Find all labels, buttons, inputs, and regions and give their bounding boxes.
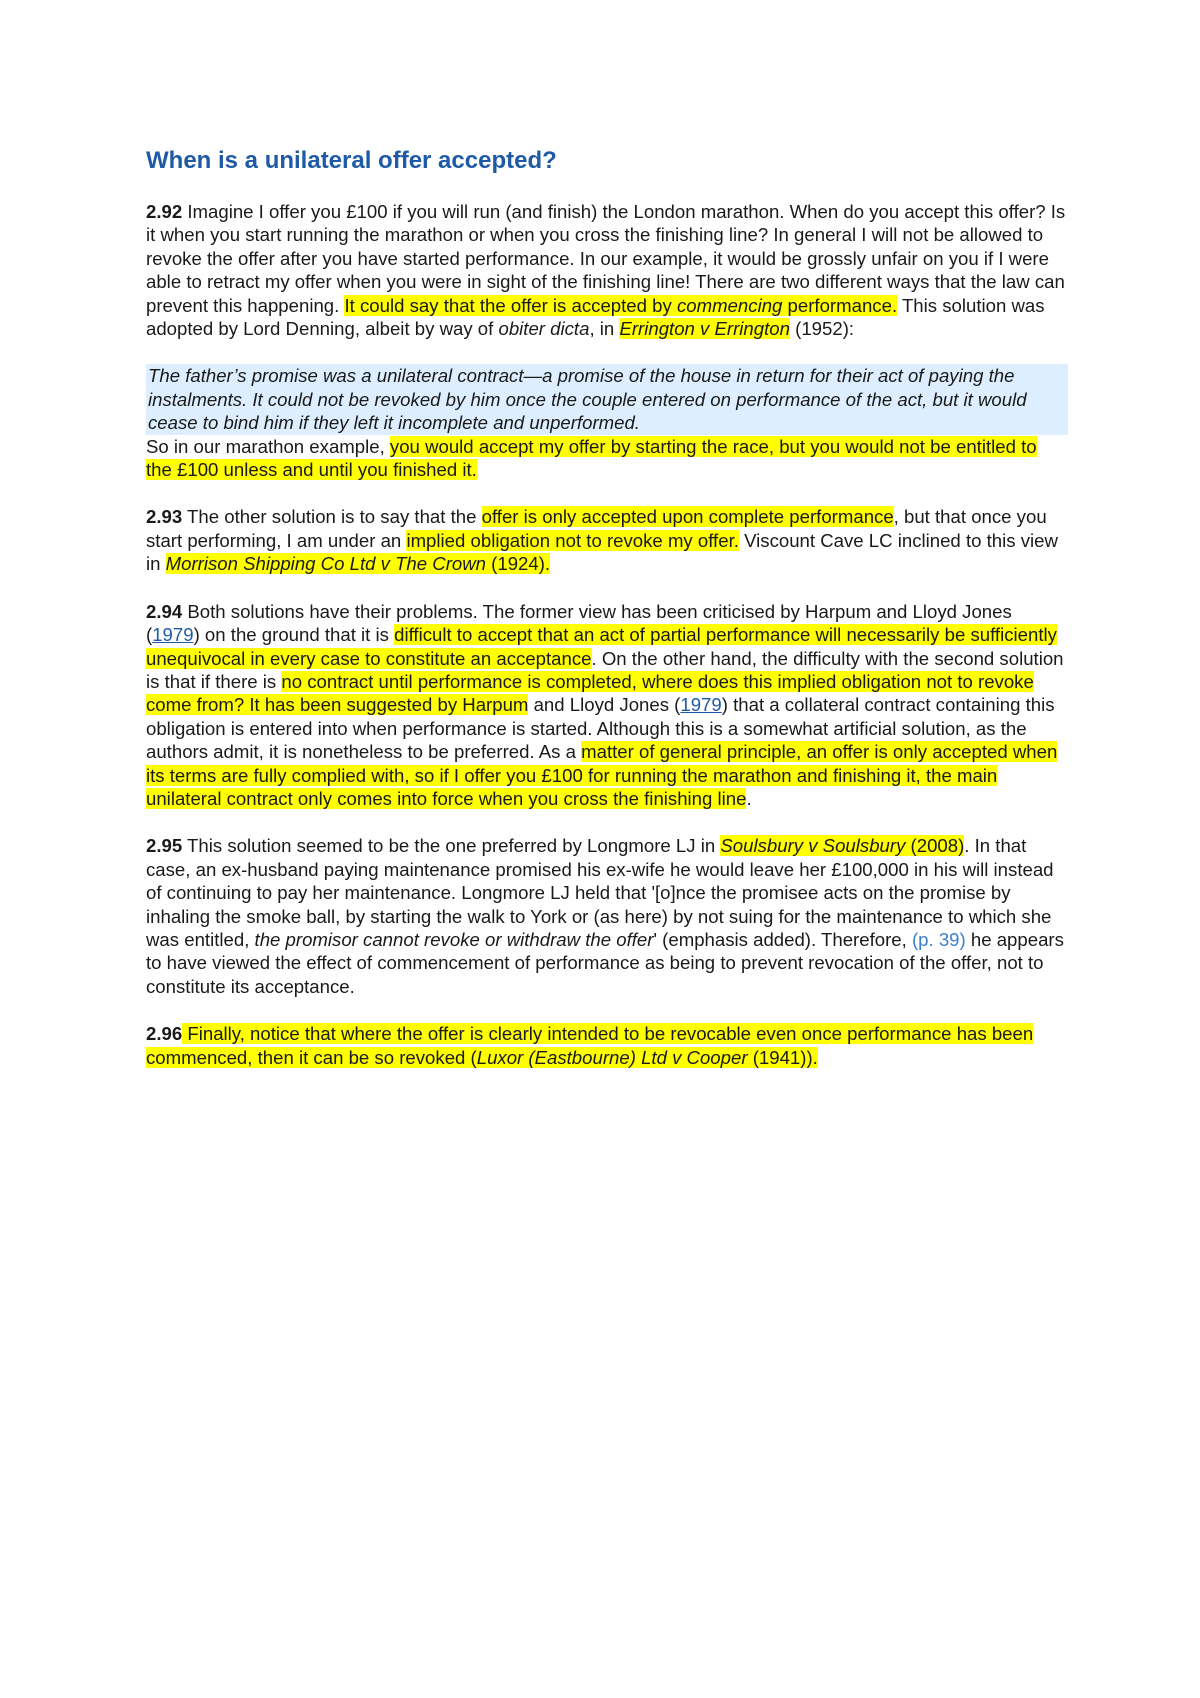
highlight: offer is only accepted upon complete performance [481,506,894,528]
case-name: Errington v Errington [619,318,790,340]
paragraph-number: 2.93 [146,506,183,528]
paragraph-2-93: 2.93 The other solution is to say that the offer is only accepted upon complete performance, but that once you start performing, I am under an implied obligation not to revoke my offer. Viscount Cave LC inclined to this view in Morrison Shipping Co Ltd v The Crown (1924). [146,506,1058,575]
highlight: implied obligation not to revoke my offer. [406,529,739,551]
paragraph-number: 2.96 [146,1023,183,1045]
highlight: difficult to accept that an act of partial performance will necessarily be sufficiently unequivocal in every case to constitute an acceptance [146,624,1057,669]
highlight: Morrison Shipping Co Ltd v The Crown (1924). [165,553,551,575]
paragraph-2-92: 2.92 Imagine I offer you £100 if you will run (and finish) the London marathon. When do you accept this offer? Is it when you start running the marathon or when you cross the finishing line? In general I will not be allowed to revoke the offer after you have started performance. In our example, it would be grossly unfair on you if I were able to retract my offer when you were in sight of the finishing line! There are two different ways that the law can prevent this happening. It could say that the offer is accepted by commencing performance. This solution was adopted by Lord Denning, albeit by way of obiter dicta, in Errington v Errington (1952): [146,201,1066,340]
highlight: It could say that the offer is accepted by commencing performance. [344,294,898,316]
case-name: Soulsbury v Soulsbury [720,835,906,857]
highlight: no contract until performance is completed, where does this implied obligation not to revoke come from? It has been suggested by Harpum [146,670,1034,716]
highlight: matter of general principle, an offer is only accepted when its terms are fully complied with, so if I offer you £100 for running the marathon and finishing it, the main unilateral contract only comes into force when you cross the finishing line [146,741,1058,809]
case-name: Luxor (Eastbourne) Ltd v Cooper [476,1046,748,1068]
paragraph-2-94: 2.94 Both solutions have their problems. The former view has been criticised by Harpum and Lloyd Jones (1979) on the ground that it is difficult to accept that an act of partial performance will necessarily be sufficiently unequivocal in every case to constitute an acceptance. On the other hand, the difficulty with the second solution is that if there is no contract until performance is completed, where does this implied obligation not to revoke come from? It has been suggested by Harpum and Lloyd Jones (1979) that a collateral contract containing this obligation is entered into when performance is started. Although this is a somewhat artificial solution, as the authors admit, it is nonetheless to be preferred. As a matter of general principle, an offer is only accepted when its terms are fully complied with, so if I offer you £100 for running the marathon and finishing it, the main unilateral contract only comes into force when you cross the finishing line. [146,600,1064,809]
section-heading: When is a unilateral offer accepted? [146,147,557,174]
paragraph-2-95: 2.95 This solution seemed to be the one preferred by Longmore LJ in Soulsbury v Soulsbury (2008). In that case, an ex-husband paying maintenance promised his ex-wife he would leave her £100,000 in his will instead of continuing to pay her maintenance. Longmore LJ held that '[o]nce the promisee acts on the promise by inhaling the smoke ball, by starting the walk to York or (as here) by not suing for the maintenance to which she was entitled, the promisor cannot revoke or withdraw the offer' (emphasis added). Therefore, (p. 39) he appears to have viewed the effect of commencement of performance as being to prevent revocation of the offer, not to constitute its acceptance. [146,835,1064,997]
case-name: Morrison Shipping Co Ltd v The Crown [165,553,487,575]
citation-link-1979[interactable]: 1979 [680,694,722,716]
block-quote: The father’s promise was a unilateral contract—a promise of the house in return for their act of paying the instalments. It could not be revoked by him once the couple entered on performance of the act, but it would cease to bind him if they left it incomplete and unperformed. [146,364,1068,434]
page-reference-link[interactable]: (p. 39) [911,928,966,950]
highlight: Soulsbury v Soulsbury (2008) [720,835,965,857]
paragraph-number: 2.95 [146,835,183,857]
highlight: Finally, notice that where the offer is clearly intended to be revocable even once performance has been commenced, then it can be so revoked (Luxor (Eastbourne) Ltd v Cooper (1941)). [146,1023,1034,1068]
paragraph-number: 2.92 [146,201,183,222]
citation-link-1979[interactable]: 1979 [152,624,194,646]
highlight: you would accept my offer by starting the race, but you would not be entitled to the £100 unless and until you finished it. [146,435,1037,481]
document-page [146,146,1066,1093]
paragraph-number: 2.94 [146,600,183,622]
paragraph-2-96 [146,1022,1066,1069]
highlight [619,318,790,339]
paragraph-after-quote: So in our marathon example, you would accept my offer by starting the race, but you would not be entitled to the £100 unless and until you finished it. [146,435,1037,481]
